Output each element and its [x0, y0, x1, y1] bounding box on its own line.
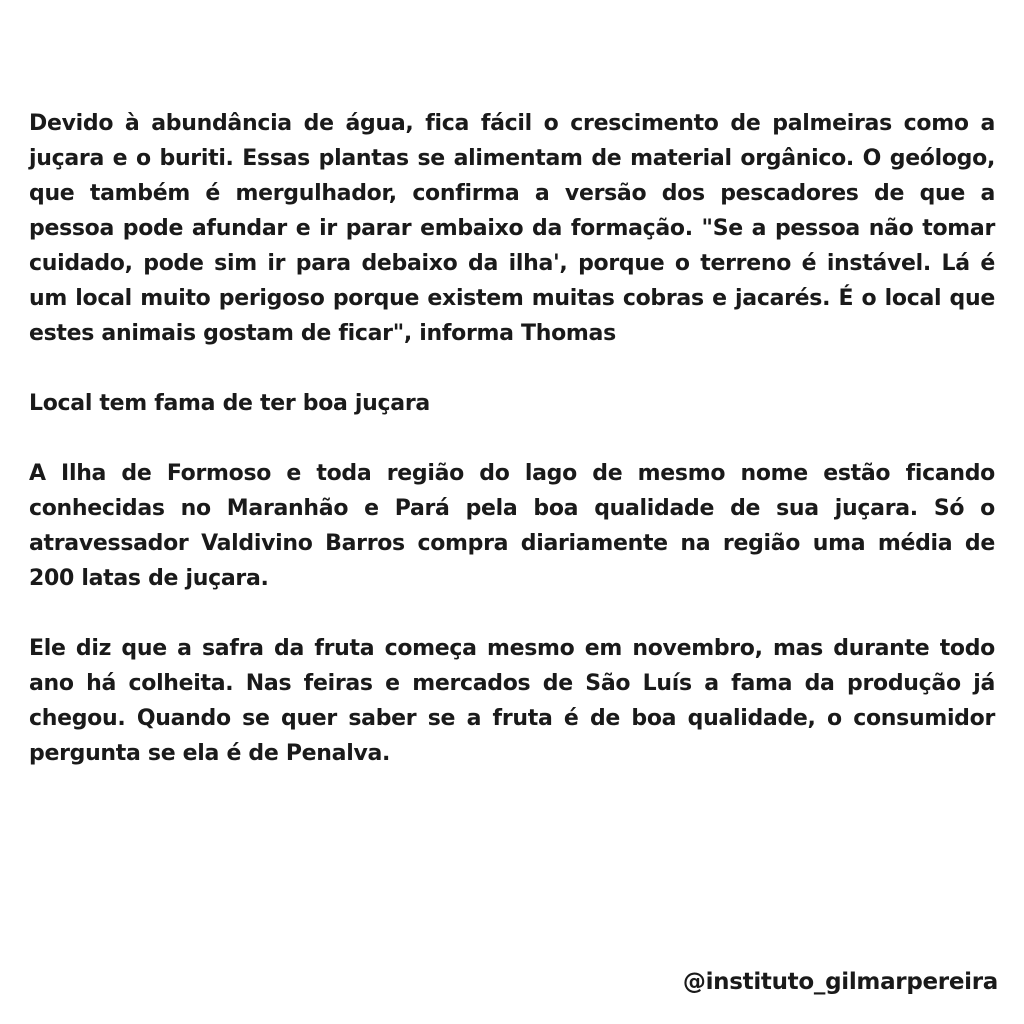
article-paragraph-2: A Ilha de Formoso e toda região do lago de mesmo nome estão ficando conhecidas no Maranhão e Pará pela boa qualidade de sua juçara. Só o atravessador Valdivino Barros compra diariamente na região uma média de 200 latas de juçara.	[29, 461, 995, 591]
paragraph-spacer	[29, 596, 995, 631]
article-paragraph-1: Devido à abundância de água, fica fácil o crescimento de palmeiras como a juçara e o buriti. Essas plantas se alimentam de material orgânico. O geólogo, que também é mergulhador, confirma a versão dos pescadores de que a pessoa pode afundar e ir parar embaixo da formação. "Se a pessoa não tomar cuidado, pode sim ir para debaixo da ilha', porque o terreno é instável. Lá é um local muito perigoso porque existem muitas cobras e jacarés. É o local que estes animais gostam de ficar", informa Thomas	[29, 111, 995, 346]
article-paragraph-3: Ele diz que a safra da fruta começa mesmo em novembro, mas durante todo ano há colheita. Nas feiras e mercados de São Luís a fama da produção já chegou. Quando se quer saber se a fruta é de boa qualidade, o consumidor pergunta se ela é de Penalva.	[29, 636, 995, 766]
article-subheading: Local tem fama de ter boa juçara	[29, 391, 430, 416]
paragraph-spacer	[29, 421, 995, 456]
article-body	[29, 106, 995, 771]
paragraph-spacer	[29, 351, 995, 386]
social-handle: @instituto_gilmarpereira	[682, 969, 998, 995]
